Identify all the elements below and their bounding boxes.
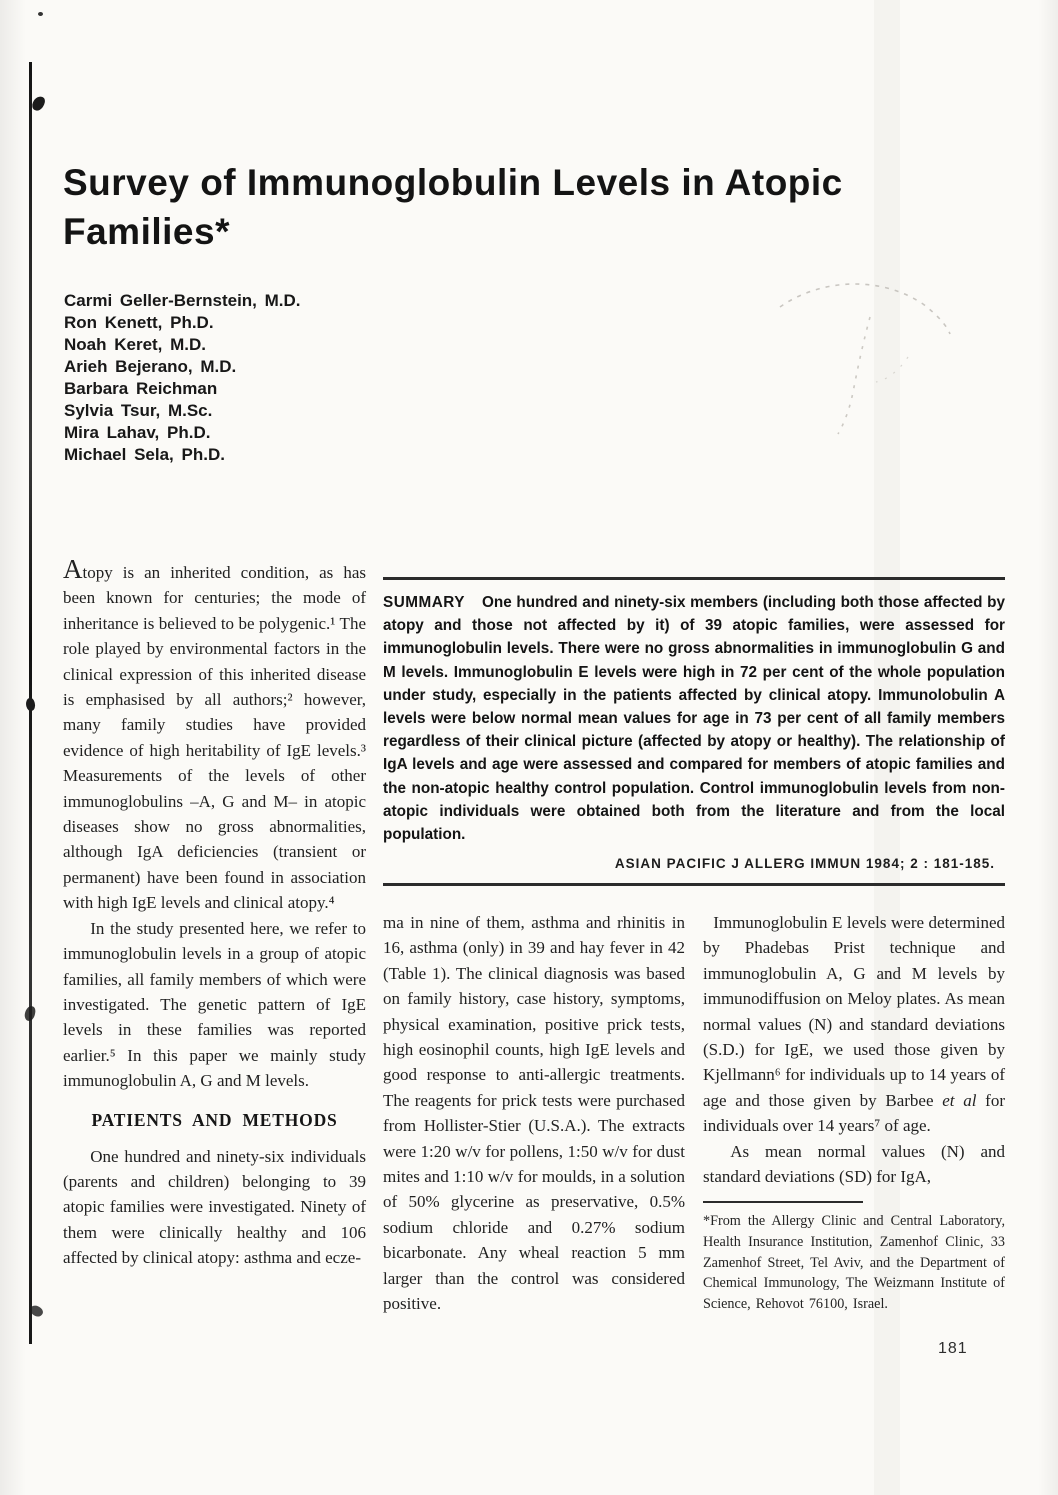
author-name: Sylvia Tsur, M.Sc. xyxy=(64,401,213,420)
author-name: Ron Kenett, Ph.D. xyxy=(64,313,214,332)
author-name: Arieh Bejerano, M.D. xyxy=(64,357,237,376)
article-title xyxy=(63,158,943,256)
section-heading-patients-methods: PATIENTS AND METHODS xyxy=(91,1109,338,1130)
author-name: Mira Lahav, Ph.D. xyxy=(64,423,211,442)
author-name: Michael Sela, Ph.D. xyxy=(64,445,225,464)
et-al-italic: et al xyxy=(942,1090,977,1110)
paragraph-iga-values: As mean normal values (N) and standard deviations (SD) for IgA, xyxy=(703,1141,1005,1187)
summary-paragraph xyxy=(383,591,1005,846)
right-column xyxy=(703,910,1005,1314)
dropcap-initial: A xyxy=(63,554,83,584)
paragraph-ige-determination xyxy=(703,910,1005,1139)
paragraph-intro xyxy=(63,556,366,916)
journal-citation: ASIAN PACIFIC J ALLERG IMMUN 1984; 2 : 181-185. xyxy=(614,856,995,872)
middle-column xyxy=(383,910,685,1317)
paragraph-ige-part2: for individuals over 14 years⁷ of age. xyxy=(703,1090,1005,1136)
article-title-line2: Families* xyxy=(63,211,230,252)
footnote-divider xyxy=(703,1201,863,1203)
ink-blot-artifact xyxy=(30,94,46,112)
summary-box xyxy=(383,577,1005,886)
summary-label: SUMMARY xyxy=(383,594,465,611)
scan-shadow-right xyxy=(1038,0,1058,1495)
paragraph-ige-part1: Immunoglobulin E levels were determined by Phadebas Prist technique and immunoglobulin A, G and M levels by immunodiffusion on Meloy plates. As mean normal values (N) and standard deviations (S.D.) for IgE, we used those given by Kjellmann⁶ for individuals up to 14 years of age and those given by Barbee xyxy=(703,913,1005,1110)
left-column xyxy=(63,556,366,1271)
summary-text: One hundred and ninety-six members (including both those affected by atopy and those not affected by it) of 39 atopic families, were assessed for immunoglobulin levels. There were no gross abnormalities in immunoglobulin G and M levels. Immunoglobulin E levels were high in 72 per cent of the whole population under study, especially in the patients affected by clinical atopy. Immunolobulin A levels were below normal mean values for age in 73 per cent of all family members regardless of their clinical picture (affected by atopy or healthy). The relationship of IgA levels and age were assessed and compared for members of atopic families and the non-atopic healthy control population. Control immunoglobulin levels from non-atopic individuals were obtained both from the literature and from the local population. xyxy=(383,594,1005,844)
author-name: Noah Keret, M.D. xyxy=(64,335,207,354)
ink-blot-artifact xyxy=(24,697,36,712)
author-list xyxy=(64,290,424,466)
paragraph-methods-2: ma in nine of them, asthma and rhinitis in 16, asthma (only) in 39 and hay fever in 42 (Table 1). The clinical diagnosis was based on family history, case history, symptoms, physical examination, positive prick tests, high eosinophil counts, high IgE levels and good response to anti-allergic treatments. The reagents for prick tests were purchased from Hollister-Stier (U.S.A.). The extracts were 1:20 w/v for pollens, 1:50 w/v for dust mites and 1:10 w/v for moulds, in a solution of 50% glycerine as preservative, 0.5% sodium chloride and 0.27% sodium bicarbonate. Any wheal reaction 5 mm larger than the control was considered positive. xyxy=(383,913,685,1314)
affiliation-footnote: *From the Allergy Clinic and Central Laboratory, Health Insurance Institution, Zamenhof Clinic, 33 Zamenhof Street, Tel Aviv, and the Department of Chemical Immunology, The Weizmann Institute of Science, Rehovot 76100, Israel. xyxy=(703,1213,1005,1312)
article-title-line1: Survey of Immunoglobulin Levels in Atopic xyxy=(63,162,843,203)
pencil-scribble-artifact xyxy=(758,262,968,447)
scan-shadow-left xyxy=(0,0,26,1495)
scan-speck xyxy=(38,12,43,16)
paragraph-study-scope: In the study presented here, we refer to immunoglobulin levels in a group of atopic families, all family members of which were investigated. The genetic pattern of IgE levels in these families was reported earlier.⁵ In this paper we mainly study immunoglobulin A, G and M levels. xyxy=(63,918,366,1091)
paragraph-intro-text: topy is an inherited condition, as has been known for centuries; the mode of inheritance is believed to be polygenic.¹ The role played by environmental factors in the clinical expression of this inherited disease is emphasised by all authors;² however, many family studies have provided evidence of high heritability of IgE levels.³ Measurements of the levels of other immunoglobulins –A, G and M– in atopic diseases show no gross abnormalities, although IgA deficiencies (transient or permanent) have been found in association with high IgE levels and clinical atopy.⁴ xyxy=(63,563,366,913)
author-name: Barbara Reichman xyxy=(64,379,218,398)
page-number: 181 xyxy=(938,1340,968,1357)
author-name: Carmi Geller-Bernstein, M.D. xyxy=(64,291,301,310)
paragraph-methods-1: One hundred and ninety-six individuals (parents and children) belonging to 39 atopic families were investigated. Ninety of them were clinically healthy and 106 affected by clinical atopy: asthma and ecze- xyxy=(63,1146,366,1268)
